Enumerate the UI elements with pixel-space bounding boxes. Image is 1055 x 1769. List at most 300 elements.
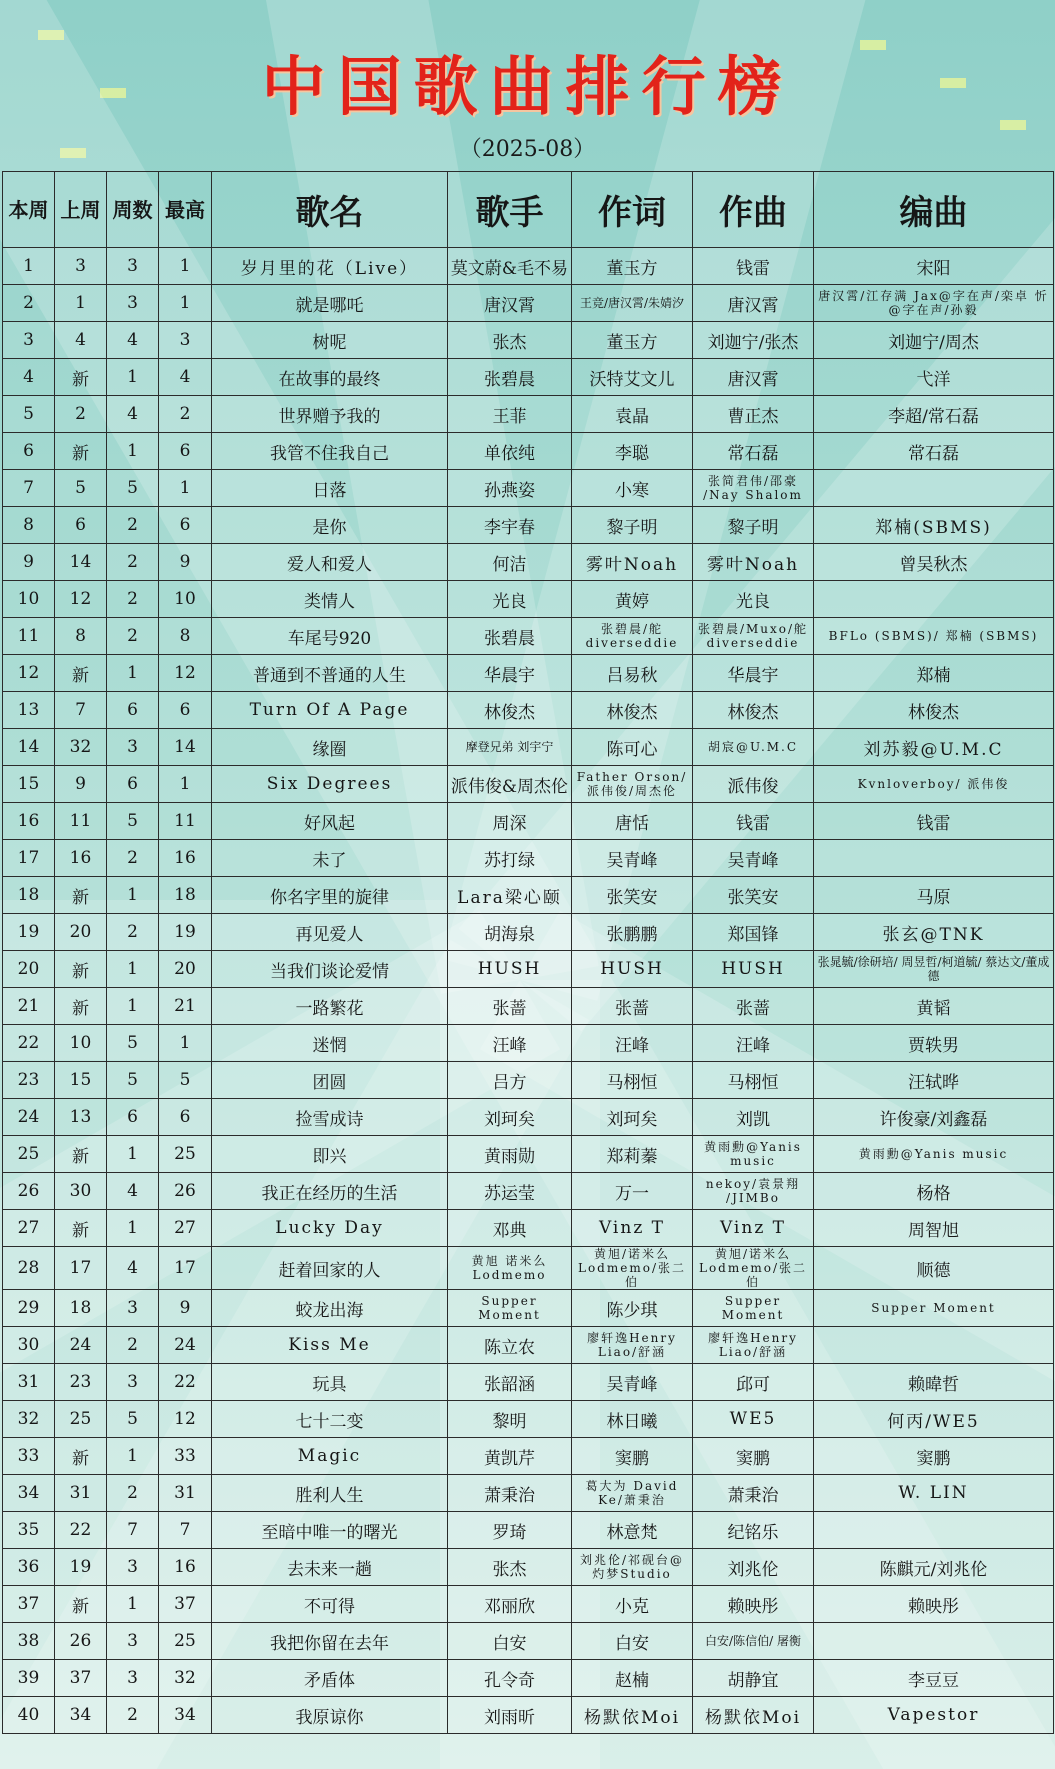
rank-this-week: 8	[3, 507, 55, 544]
arranger: 窦鹏	[814, 1438, 1054, 1475]
rank-last-week: 26	[55, 1623, 107, 1660]
col-weeks: 周数	[107, 172, 159, 248]
lyricist: 吴青峰	[572, 1364, 693, 1401]
lyricist: 沃特艾文儿	[572, 359, 693, 396]
peak-position: 26	[159, 1173, 212, 1210]
song-title: 我正在经历的生活	[212, 1173, 448, 1210]
table-row	[3, 803, 1054, 840]
table-row	[3, 1062, 1054, 1099]
song-title: 普通到不普通的人生	[212, 655, 448, 692]
rank-this-week: 35	[3, 1512, 55, 1549]
arranger: 刘迦宁/周杰	[814, 322, 1054, 359]
peak-position: 3	[159, 322, 212, 359]
composer: 胡静宜	[693, 1660, 814, 1697]
song-title: 捡雪成诗	[212, 1099, 448, 1136]
artist: 林俊杰	[448, 692, 572, 729]
arranger: Vapestor	[814, 1697, 1054, 1734]
peak-position: 25	[159, 1623, 212, 1660]
weeks-on-chart: 2	[107, 618, 159, 655]
artist: 黎明	[448, 1401, 572, 1438]
rank-last-week: 20	[55, 914, 107, 951]
song-title: Turn Of A Page	[212, 692, 448, 729]
arranger: 郑楠	[814, 655, 1054, 692]
arranger: 何丙/WE5	[814, 1401, 1054, 1438]
lyricist: Vinz T	[572, 1210, 693, 1247]
weeks-on-chart: 1	[107, 1438, 159, 1475]
arranger: 赖暐哲	[814, 1364, 1054, 1401]
arranger	[814, 1327, 1054, 1364]
composer: 邱可	[693, 1364, 814, 1401]
song-title: 在故事的最终	[212, 359, 448, 396]
rank-this-week: 22	[3, 1025, 55, 1062]
arranger: 赖映彤	[814, 1586, 1054, 1623]
weeks-on-chart: 1	[107, 655, 159, 692]
lyricist: HUSH	[572, 951, 693, 988]
weeks-on-chart: 6	[107, 766, 159, 803]
song-title: 不可得	[212, 1586, 448, 1623]
peak-position: 1	[159, 1025, 212, 1062]
peak-position: 22	[159, 1364, 212, 1401]
weeks-on-chart: 3	[107, 1549, 159, 1586]
col-peak: 最高	[159, 172, 212, 248]
table-header-row	[3, 172, 1054, 248]
ranking-table	[2, 171, 1054, 1734]
peak-position: 32	[159, 1660, 212, 1697]
lyricist: 吴青峰	[572, 840, 693, 877]
song-title: 好风起	[212, 803, 448, 840]
table-row	[3, 359, 1054, 396]
composer: 赖映彤	[693, 1586, 814, 1623]
rank-this-week: 23	[3, 1062, 55, 1099]
composer: 窦鹏	[693, 1438, 814, 1475]
rank-this-week: 1	[3, 248, 55, 285]
weeks-on-chart: 2	[107, 914, 159, 951]
table-row	[3, 285, 1054, 322]
rank-last-week: 1	[55, 285, 107, 322]
composer: 萧秉治	[693, 1475, 814, 1512]
weeks-on-chart: 2	[107, 1697, 159, 1734]
composer: 华晨宇	[693, 655, 814, 692]
rank-last-week: 新	[55, 433, 107, 470]
composer: 派伟俊	[693, 766, 814, 803]
composer: HUSH	[693, 951, 814, 988]
artist: 张杰	[448, 1549, 572, 1586]
rank-last-week: 23	[55, 1364, 107, 1401]
artist: 周深	[448, 803, 572, 840]
song-title: 胜利人生	[212, 1475, 448, 1512]
rank-last-week: 19	[55, 1549, 107, 1586]
lyricist: Father Orson/ 派伟俊/周杰伦	[572, 766, 693, 803]
rank-last-week: 30	[55, 1173, 107, 1210]
rank-this-week: 2	[3, 285, 55, 322]
rank-last-week: 10	[55, 1025, 107, 1062]
arranger: 汪轼晔	[814, 1062, 1054, 1099]
table-row	[3, 692, 1054, 729]
peak-position: 25	[159, 1136, 212, 1173]
rank-last-week: 新	[55, 988, 107, 1025]
artist: 摩登兄弟 刘宇宁	[448, 729, 572, 766]
rank-this-week: 6	[3, 433, 55, 470]
rank-this-week: 27	[3, 1210, 55, 1247]
col-lyricist: 作词	[572, 172, 693, 248]
arranger: 刘苏毅@U.M.C	[814, 729, 1054, 766]
artist: 光良	[448, 581, 572, 618]
weeks-on-chart: 1	[107, 1210, 159, 1247]
table-body	[3, 248, 1054, 1734]
rank-last-week: 12	[55, 581, 107, 618]
arranger: 宋阳	[814, 248, 1054, 285]
song-title: 就是哪吒	[212, 285, 448, 322]
rank-last-week: 新	[55, 655, 107, 692]
peak-position: 17	[159, 1247, 212, 1290]
arranger: 张晁毓/徐研培/ 周昱哲/柯道毓/ 蔡达文/董成德	[814, 951, 1054, 988]
lyricist: 黄婷	[572, 581, 693, 618]
artist: 李宇春	[448, 507, 572, 544]
table-row	[3, 877, 1054, 914]
lyricist: 林俊杰	[572, 692, 693, 729]
rank-last-week: 34	[55, 1697, 107, 1734]
lyricist: 刘兆伦/祁砚台@ 灼梦Studio	[572, 1549, 693, 1586]
table-row	[3, 1290, 1054, 1327]
artist: 单依纯	[448, 433, 572, 470]
rank-this-week: 36	[3, 1549, 55, 1586]
col-artist: 歌手	[448, 172, 572, 248]
artist: 张杰	[448, 322, 572, 359]
lyricist: 黎子明	[572, 507, 693, 544]
table-row	[3, 581, 1054, 618]
song-title: 类情人	[212, 581, 448, 618]
artist: 唐汉霄	[448, 285, 572, 322]
peak-position: 1	[159, 285, 212, 322]
rank-this-week: 39	[3, 1660, 55, 1697]
composer: 张碧晨/Muxo/舵 diverseddie	[693, 618, 814, 655]
lyricist: 马栩恒	[572, 1062, 693, 1099]
arranger: 马原	[814, 877, 1054, 914]
rank-last-week: 新	[55, 877, 107, 914]
peak-position: 20	[159, 951, 212, 988]
artist: 孔令奇	[448, 1660, 572, 1697]
arranger: 李豆豆	[814, 1660, 1054, 1697]
peak-position: 12	[159, 1401, 212, 1438]
peak-position: 24	[159, 1327, 212, 1364]
song-title: 矛盾体	[212, 1660, 448, 1697]
table-row	[3, 1327, 1054, 1364]
rank-this-week: 20	[3, 951, 55, 988]
rank-last-week: 新	[55, 1586, 107, 1623]
artist: 白安	[448, 1623, 572, 1660]
peak-position: 21	[159, 988, 212, 1025]
rank-last-week: 5	[55, 470, 107, 507]
artist: 刘雨昕	[448, 1697, 572, 1734]
lyricist: 雾叶Noah	[572, 544, 693, 581]
song-title: 日落	[212, 470, 448, 507]
rank-this-week: 11	[3, 618, 55, 655]
weeks-on-chart: 7	[107, 1512, 159, 1549]
weeks-on-chart: 5	[107, 1401, 159, 1438]
rank-this-week: 32	[3, 1401, 55, 1438]
lyricist: 林日曦	[572, 1401, 693, 1438]
weeks-on-chart: 5	[107, 1025, 159, 1062]
peak-position: 34	[159, 1697, 212, 1734]
peak-position: 10	[159, 581, 212, 618]
rank-this-week: 16	[3, 803, 55, 840]
lyricist: 廖轩逸Henry Liao/舒涵	[572, 1327, 693, 1364]
peak-position: 11	[159, 803, 212, 840]
artist: 张韶涵	[448, 1364, 572, 1401]
arranger: 黄韬	[814, 988, 1054, 1025]
peak-position: 1	[159, 248, 212, 285]
song-title: 至暗中唯一的曙光	[212, 1512, 448, 1549]
song-title: 赶着回家的人	[212, 1247, 448, 1290]
rank-last-week: 3	[55, 248, 107, 285]
weeks-on-chart: 4	[107, 1247, 159, 1290]
lyricist: 万一	[572, 1173, 693, 1210]
table-row	[3, 1173, 1054, 1210]
peak-position: 27	[159, 1210, 212, 1247]
composer: 曹正杰	[693, 396, 814, 433]
peak-position: 6	[159, 1099, 212, 1136]
table-row	[3, 1210, 1054, 1247]
weeks-on-chart: 4	[107, 396, 159, 433]
song-title: 我管不住我自己	[212, 433, 448, 470]
song-title: 我把你留在去年	[212, 1623, 448, 1660]
arranger	[814, 581, 1054, 618]
weeks-on-chart: 3	[107, 1290, 159, 1327]
song-title: 去未来一趟	[212, 1549, 448, 1586]
weeks-on-chart: 3	[107, 1623, 159, 1660]
rank-last-week: 17	[55, 1247, 107, 1290]
lyricist: 张蔷	[572, 988, 693, 1025]
table-row	[3, 544, 1054, 581]
artist: 邓丽欣	[448, 1586, 572, 1623]
lyricist: 袁晶	[572, 396, 693, 433]
composer: 黄雨勳@Yanis music	[693, 1136, 814, 1173]
peak-position: 2	[159, 396, 212, 433]
lyricist: 董玉方	[572, 248, 693, 285]
weeks-on-chart: 4	[107, 322, 159, 359]
song-title: Kiss Me	[212, 1327, 448, 1364]
table-row	[3, 507, 1054, 544]
composer: 常石磊	[693, 433, 814, 470]
song-title: 七十二变	[212, 1401, 448, 1438]
rank-last-week: 15	[55, 1062, 107, 1099]
artist: 华晨宇	[448, 655, 572, 692]
arranger: Supper Moment	[814, 1290, 1054, 1327]
artist: 何洁	[448, 544, 572, 581]
rank-this-week: 37	[3, 1586, 55, 1623]
lyricist: 吕易秋	[572, 655, 693, 692]
rank-last-week: 32	[55, 729, 107, 766]
table-row	[3, 1697, 1054, 1734]
rank-this-week: 14	[3, 729, 55, 766]
weeks-on-chart: 1	[107, 359, 159, 396]
rank-last-week: 新	[55, 359, 107, 396]
lyricist: 李聪	[572, 433, 693, 470]
composer: 汪峰	[693, 1025, 814, 1062]
table-row	[3, 729, 1054, 766]
composer: 黎子明	[693, 507, 814, 544]
table-row	[3, 1512, 1054, 1549]
lyricist: 张鹏鹏	[572, 914, 693, 951]
rank-this-week: 18	[3, 877, 55, 914]
peak-position: 33	[159, 1438, 212, 1475]
artist: 黄凯芹	[448, 1438, 572, 1475]
rank-last-week: 8	[55, 618, 107, 655]
lyricist: 董玉方	[572, 322, 693, 359]
artist: 派伟俊&周杰伦	[448, 766, 572, 803]
table-row	[3, 1586, 1054, 1623]
table-row	[3, 1549, 1054, 1586]
table-row	[3, 1364, 1054, 1401]
rank-this-week: 28	[3, 1247, 55, 1290]
arranger	[814, 1623, 1054, 1660]
table-row	[3, 396, 1054, 433]
table-row	[3, 840, 1054, 877]
song-title: 再见爱人	[212, 914, 448, 951]
rank-last-week: 7	[55, 692, 107, 729]
table-row	[3, 951, 1054, 988]
arranger: 郑楠(SBMS)	[814, 507, 1054, 544]
weeks-on-chart: 2	[107, 1327, 159, 1364]
table-row	[3, 433, 1054, 470]
table-row	[3, 1099, 1054, 1136]
song-title: 团圆	[212, 1062, 448, 1099]
peak-position: 6	[159, 433, 212, 470]
weeks-on-chart: 5	[107, 470, 159, 507]
song-title: 当我们谈论爱情	[212, 951, 448, 988]
rank-this-week: 13	[3, 692, 55, 729]
composer: 马栩恒	[693, 1062, 814, 1099]
rank-last-week: 新	[55, 1136, 107, 1173]
artist: 萧秉治	[448, 1475, 572, 1512]
artist: HUSH	[448, 951, 572, 988]
table-row	[3, 1660, 1054, 1697]
table-row	[3, 655, 1054, 692]
rank-last-week: 31	[55, 1475, 107, 1512]
song-title: 爱人和爱人	[212, 544, 448, 581]
rank-this-week: 25	[3, 1136, 55, 1173]
artist: 胡海泉	[448, 914, 572, 951]
composer: 林俊杰	[693, 692, 814, 729]
peak-position: 6	[159, 507, 212, 544]
arranger: Kvnloverboy/ 派伟俊	[814, 766, 1054, 803]
rank-last-week: 4	[55, 322, 107, 359]
lyricist: 林意梵	[572, 1512, 693, 1549]
composer: 杨默依Moi	[693, 1697, 814, 1734]
rank-this-week: 15	[3, 766, 55, 803]
peak-position: 9	[159, 1290, 212, 1327]
arranger	[814, 470, 1054, 507]
weeks-on-chart: 1	[107, 1586, 159, 1623]
table-row	[3, 988, 1054, 1025]
artist: 王菲	[448, 396, 572, 433]
weeks-on-chart: 1	[107, 877, 159, 914]
rank-this-week: 38	[3, 1623, 55, 1660]
composer: 雾叶Noah	[693, 544, 814, 581]
peak-position: 12	[159, 655, 212, 692]
weeks-on-chart: 3	[107, 1364, 159, 1401]
rank-this-week: 21	[3, 988, 55, 1025]
weeks-on-chart: 6	[107, 692, 159, 729]
composer: 白安/陈信伯/ 屠衡	[693, 1623, 814, 1660]
arranger: 李超/常石磊	[814, 396, 1054, 433]
lyricist: 陈少琪	[572, 1290, 693, 1327]
song-title: 即兴	[212, 1136, 448, 1173]
composer: 光良	[693, 581, 814, 618]
song-title: Magic	[212, 1438, 448, 1475]
peak-position: 14	[159, 729, 212, 766]
peak-position: 31	[159, 1475, 212, 1512]
rank-last-week: 24	[55, 1327, 107, 1364]
lyricist: 小寒	[572, 470, 693, 507]
song-title: Six Degrees	[212, 766, 448, 803]
lyricist: 陈可心	[572, 729, 693, 766]
rank-this-week: 3	[3, 322, 55, 359]
song-title: 缘圈	[212, 729, 448, 766]
rank-this-week: 5	[3, 396, 55, 433]
arranger: 杨格	[814, 1173, 1054, 1210]
song-title: Lucky Day	[212, 1210, 448, 1247]
page-title: 中国歌曲排行榜	[261, 50, 794, 125]
arranger: 贾轶男	[814, 1025, 1054, 1062]
rank-last-week: 14	[55, 544, 107, 581]
song-title: 蛟龙出海	[212, 1290, 448, 1327]
rank-last-week: 11	[55, 803, 107, 840]
composer: 郑国锋	[693, 914, 814, 951]
artist: 黄旭 诺米么Lodmemo	[448, 1247, 572, 1290]
rank-last-week: 6	[55, 507, 107, 544]
composer: nekoy/袁景翔 /JIMBo	[693, 1173, 814, 1210]
lyricist: 小克	[572, 1586, 693, 1623]
weeks-on-chart: 2	[107, 1475, 159, 1512]
arranger: 林俊杰	[814, 692, 1054, 729]
rank-last-week: 2	[55, 396, 107, 433]
rank-last-week: 9	[55, 766, 107, 803]
rank-this-week: 9	[3, 544, 55, 581]
composer: 张蔷	[693, 988, 814, 1025]
song-title: 你名字里的旋律	[212, 877, 448, 914]
artist: 张碧晨	[448, 618, 572, 655]
artist: 苏运莹	[448, 1173, 572, 1210]
table-row	[3, 766, 1054, 803]
rank-last-week: 22	[55, 1512, 107, 1549]
table-row	[3, 1623, 1054, 1660]
lyricist: 杨默依Moi	[572, 1697, 693, 1734]
col-arranger: 编曲	[814, 172, 1054, 248]
lyricist: 汪峰	[572, 1025, 693, 1062]
lyricist: 白安	[572, 1623, 693, 1660]
song-title: 我原谅你	[212, 1697, 448, 1734]
composer: WE5	[693, 1401, 814, 1438]
peak-position: 37	[159, 1586, 212, 1623]
rank-this-week: 40	[3, 1697, 55, 1734]
table-row	[3, 322, 1054, 359]
composer: 张简君伟/邵豪 /Nay Shalom	[693, 470, 814, 507]
arranger: W. LIN	[814, 1475, 1054, 1512]
artist: 罗琦	[448, 1512, 572, 1549]
lyricist: 赵楠	[572, 1660, 693, 1697]
arranger: 唐汉霄/江存满 Jax@字在声/栾卓 忻@字在声/孙毅	[814, 285, 1054, 322]
arranger: 周智旭	[814, 1210, 1054, 1247]
composer: 刘凯	[693, 1099, 814, 1136]
rank-last-week: 18	[55, 1290, 107, 1327]
peak-position: 16	[159, 840, 212, 877]
arranger: 陈麒元/刘兆伦	[814, 1549, 1054, 1586]
col-last-week: 上周	[55, 172, 107, 248]
rank-this-week: 4	[3, 359, 55, 396]
artist: 刘珂矣	[448, 1099, 572, 1136]
peak-position: 1	[159, 766, 212, 803]
